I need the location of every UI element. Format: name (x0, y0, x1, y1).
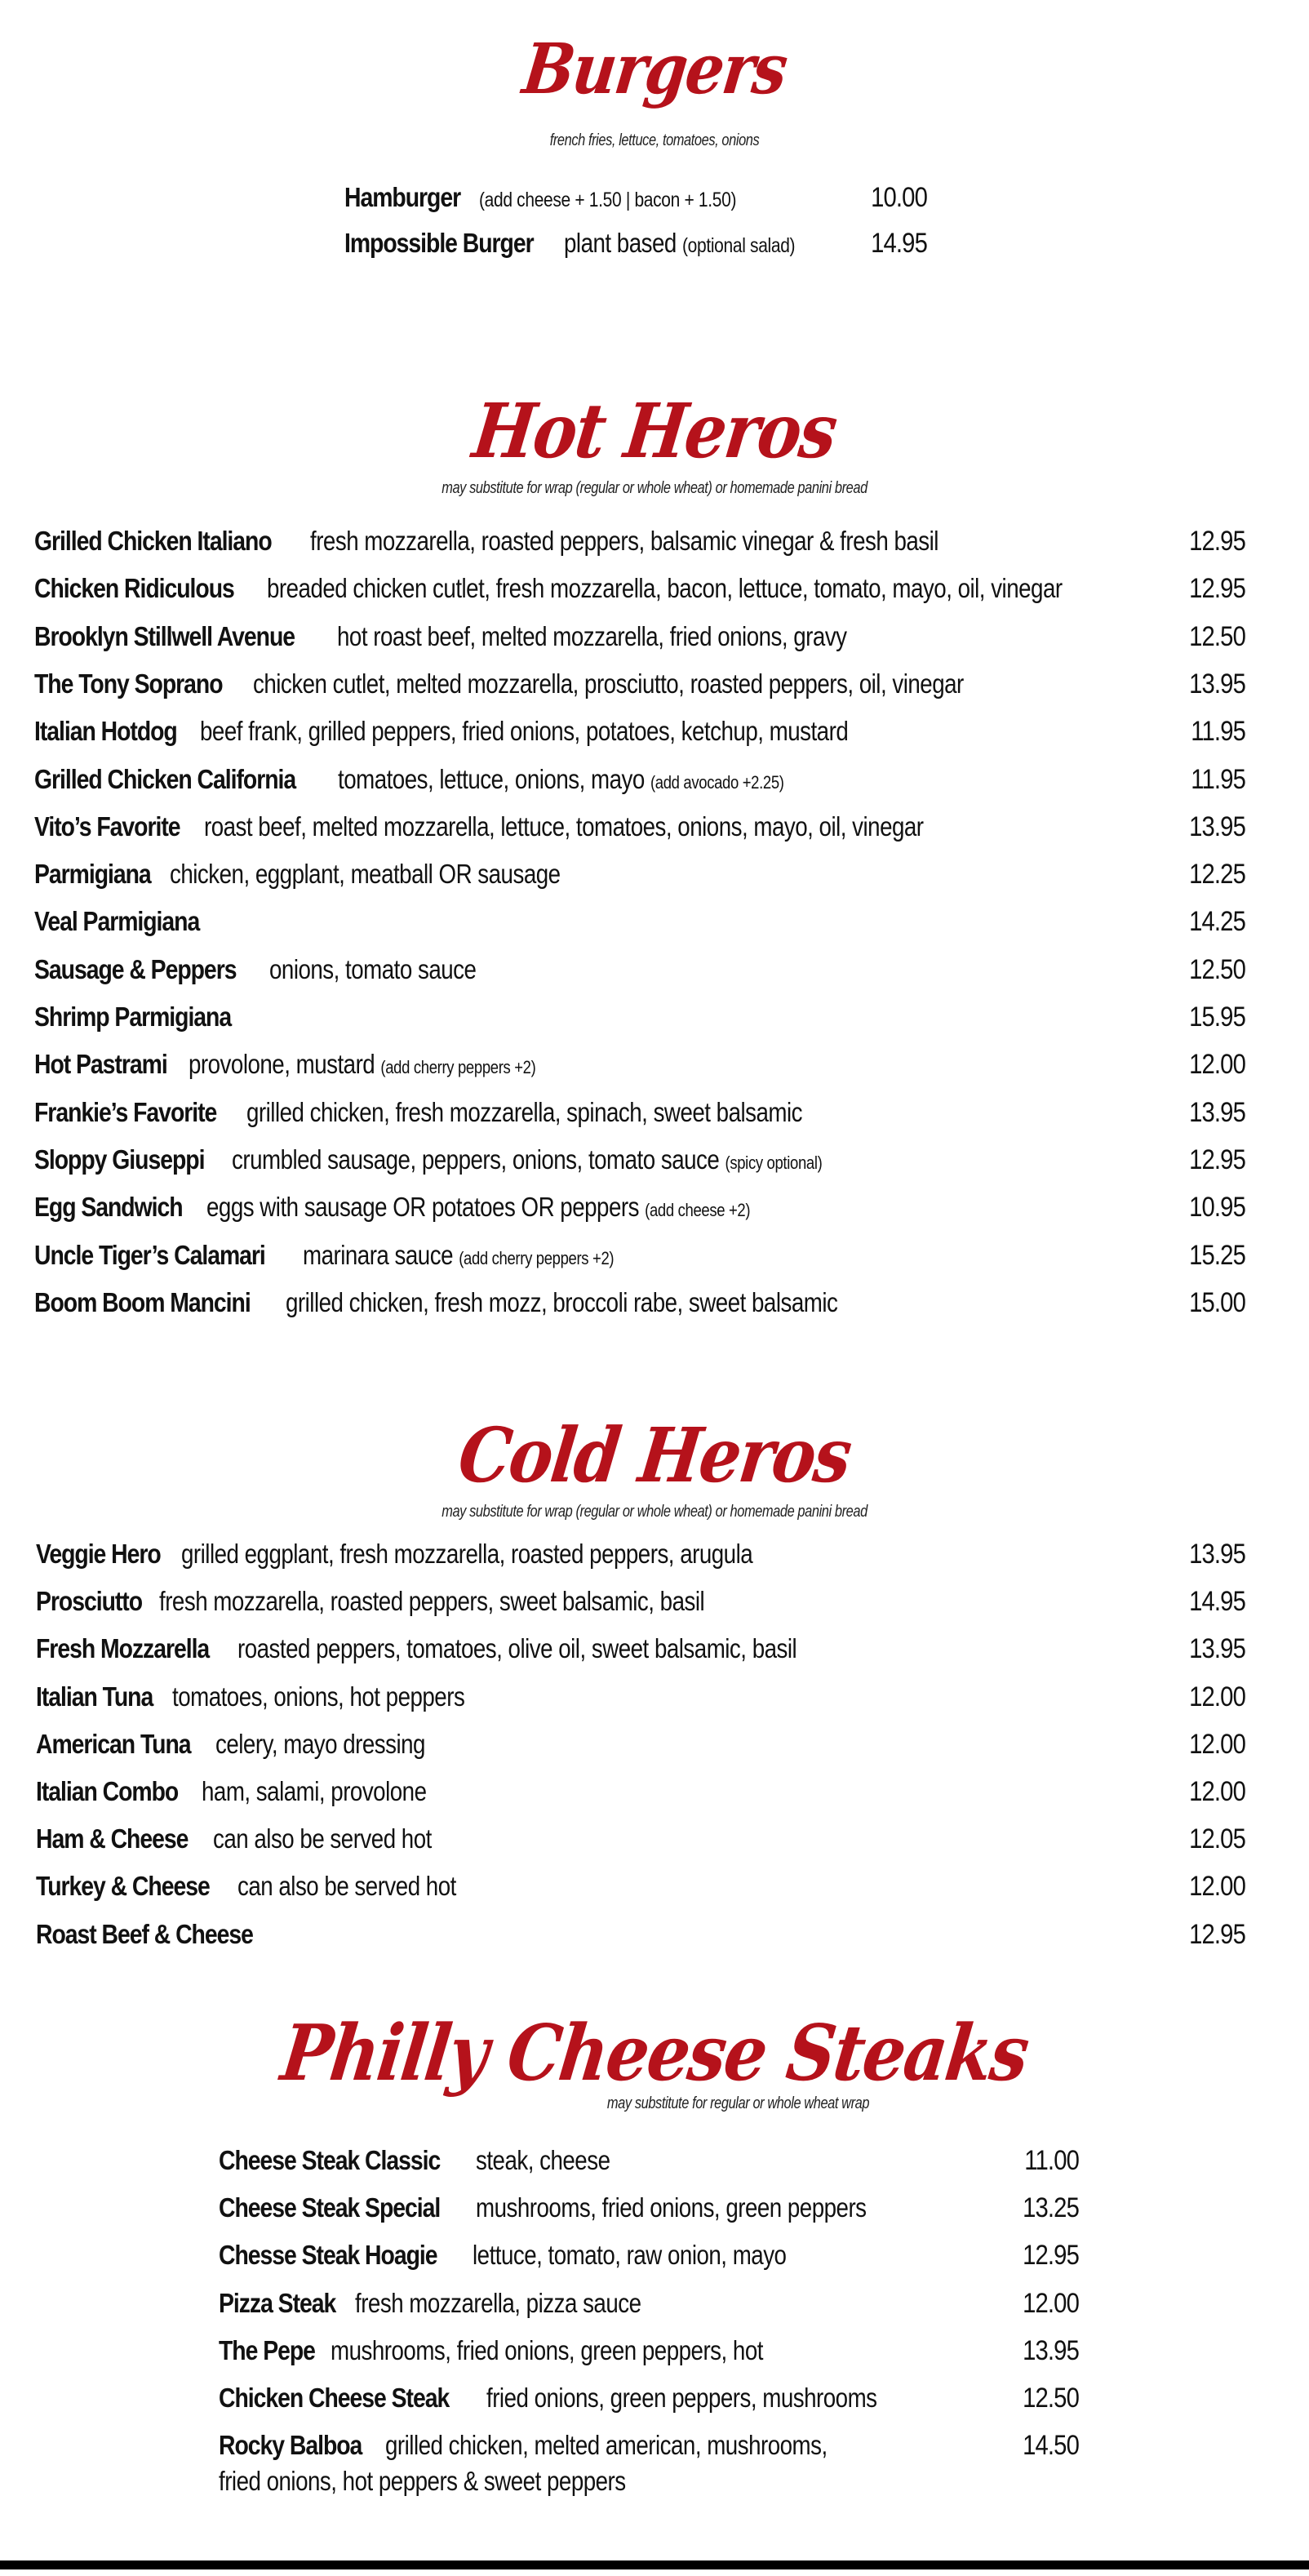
menu-item (36, 1918, 288, 1951)
item-desc: marinara sauce (302, 1239, 453, 1270)
item-note: (add cherry peppers +2) (459, 1247, 615, 1268)
item-name: Veal Parmigiana (34, 906, 200, 937)
item-name: Cheese Steak Special (219, 2192, 441, 2223)
item-desc: steak, cheese (476, 2145, 610, 2175)
item-note: (add avocado +2.25) (650, 771, 784, 793)
item-name: The Tony Soprano (34, 668, 223, 699)
item-name: Veggie Hero (36, 1539, 161, 1569)
item-name: Cheese Steak Classic (219, 2145, 441, 2175)
item-desc: beef frank, grilled peppers, fried onions, potatoes, ketchup, mustard (200, 716, 849, 747)
item-desc: tomatoes, lettuce, onions, mayo (338, 763, 645, 794)
item-desc: chicken, eggplant, meatball OR sausage (169, 859, 561, 890)
menu-item (34, 620, 943, 656)
item-desc: fresh mozzarella, roasted peppers, sweet balsamic, basil (159, 1586, 705, 1617)
item-name: Italian Combo (36, 1776, 179, 1806)
menu-item (34, 1001, 263, 1033)
item-price: 12.00 (1189, 1728, 1245, 1760)
item-price: 11.95 (1191, 716, 1245, 748)
item-note: (add cheese +2) (645, 1200, 751, 1221)
item-price: 12.00 (1189, 1776, 1245, 1807)
item-name: American Tuna (36, 1728, 191, 1759)
item-desc: fried onions, green peppers, mushrooms (486, 2383, 877, 2413)
section-title-philly: Philly Cheese Steaks (277, 2008, 1032, 2099)
item-price: 13.95 (1189, 1096, 1245, 1128)
menu-item (34, 668, 1099, 704)
item-name: Impossible Burger (344, 228, 534, 258)
item-price: 13.95 (1189, 668, 1245, 700)
menu-item (36, 1585, 809, 1621)
item-desc: fresh mozzarella, roasted peppers, balsamic vinegar & fresh basil (309, 526, 938, 556)
menu-item (36, 1538, 861, 1574)
menu-item (36, 1775, 469, 1811)
item-price: 12.25 (1189, 859, 1245, 890)
item-price: 12.00 (1189, 1681, 1245, 1712)
item-price: 12.50 (1023, 2383, 1079, 2414)
menu-item (36, 1823, 473, 1859)
item-price: 13.95 (1189, 811, 1245, 842)
item-desc: eggs with sausage OR potatoes OR peppers (206, 1192, 640, 1223)
menu-item (36, 1870, 498, 1906)
item-desc: mushrooms, fried onions, green peppers (476, 2192, 867, 2223)
section-subtitle-burgers: french fries, lettuce, tomatoes, onions (549, 131, 760, 149)
menu-item (219, 2429, 912, 2465)
menu-item (34, 1096, 907, 1132)
item-price: 12.05 (1189, 1823, 1245, 1855)
menu-item (36, 1632, 903, 1668)
item-name: Italian Tuna (36, 1681, 153, 1712)
item-desc-continued: fried onions, hot peppers & sweet peppers (219, 2466, 626, 2496)
item-name: Roast Beef & Cheese (36, 1918, 253, 1949)
menu-item (219, 2334, 845, 2370)
menu-item (34, 953, 515, 989)
item-desc: grilled chicken, melted american, mushrooms, (384, 2430, 828, 2461)
menu-item (34, 572, 1214, 608)
menu-item (36, 1728, 465, 1764)
item-name: Vito’s Favorite (34, 811, 180, 842)
item-desc: plant based (564, 228, 677, 258)
item-note: (add cherry peppers +2) (380, 1057, 536, 1078)
item-desc: crumbled sausage, peppers, onions, tomato sauce (232, 1144, 720, 1175)
menu-item (34, 1144, 935, 1179)
menu-item (36, 1681, 520, 1717)
item-price: 15.00 (1189, 1286, 1245, 1318)
item-desc: tomatoes, onions, hot peppers (171, 1681, 464, 1712)
item-price: 14.50 (1023, 2430, 1079, 2462)
item-name: Chicken Ridiculous (34, 573, 234, 604)
section-subtitle-hot-heros: may substitute for wrap (regular or whole wheat) or homemade panini bread (442, 479, 867, 497)
item-desc: roasted peppers, tomatoes, olive oil, sweet balsamic, basil (237, 1633, 796, 1664)
item-name: Hot Pastrami (34, 1049, 167, 1080)
item-name: Brooklyn Stillwell Avenue (34, 620, 295, 651)
menu-item (344, 227, 840, 262)
menu-item (219, 2144, 636, 2180)
item-name: Prosciutto (36, 1586, 143, 1617)
item-name: Uncle Tiger’s Calamari (34, 1239, 265, 1270)
item-price: 13.95 (1023, 2334, 1079, 2366)
menu-item (344, 181, 785, 216)
section-title-burgers: Burgers (518, 29, 791, 110)
menu-item (34, 905, 226, 938)
item-price: 12.00 (1023, 2287, 1079, 2319)
menu-item (34, 525, 1058, 561)
item-price: 12.00 (1189, 1049, 1245, 1081)
item-price: 13.25 (1023, 2192, 1079, 2224)
item-price: 14.95 (871, 228, 927, 259)
item-desc: ham, salami, provolone (201, 1776, 427, 1806)
item-name: Ham & Cheese (36, 1823, 189, 1854)
section-title-hot-heros: Hot Heros (468, 386, 841, 476)
item-price: 10.00 (871, 182, 927, 213)
menu-item (34, 811, 1060, 846)
item-desc: hot roast beef, melted mozzarella, fried onions, gravy (336, 620, 847, 651)
item-desc: lettuce, tomato, raw onion, mayo (473, 2240, 787, 2271)
item-name: Turkey & Cheese (36, 1871, 210, 1902)
item-name: Egg Sandwich (34, 1192, 183, 1223)
menu-item (219, 2192, 941, 2227)
item-desc: onions, tomato sauce (268, 953, 477, 984)
item-name: Parmigiana (34, 859, 151, 890)
item-name: Grilled Chicken Italiano (34, 526, 272, 556)
item-name: Sausage & Peppers (34, 953, 237, 984)
item-price: 12.95 (1189, 1918, 1245, 1950)
menu-item (34, 1048, 602, 1084)
item-price: 11.95 (1191, 763, 1245, 795)
item-desc: can also be served hot (237, 1871, 457, 1902)
item-desc: breaded chicken cutlet, fresh mozzarella, bacon, lettuce, tomato, mayo, oil, vinegar (266, 573, 1063, 604)
item-desc: mushrooms, fried onions, green peppers, hot (331, 2334, 764, 2365)
item-price: 12.50 (1189, 620, 1245, 652)
menu-item (219, 2287, 695, 2323)
item-name: The Pepe (219, 2334, 315, 2365)
menu-item (34, 1239, 673, 1275)
item-price: 12.00 (1189, 1871, 1245, 1903)
item-desc: roast beef, melted mozzarella, lettuce, tomatoes, onions, mayo, oil, vinegar (203, 811, 924, 842)
item-name: Sloppy Giuseppi (34, 1144, 205, 1175)
item-name: Boom Boom Mancini (34, 1286, 251, 1317)
item-name: Pizza Steak (219, 2287, 336, 2318)
item-price: 14.95 (1189, 1586, 1245, 1618)
item-name: Frankie’s Favorite (34, 1096, 217, 1127)
item-name: Rocky Balboa (219, 2430, 362, 2461)
item-price: 13.95 (1189, 1633, 1245, 1665)
item-desc: grilled chicken, fresh mozz, broccoli rabe, sweet balsamic (285, 1286, 838, 1317)
menu-item (34, 1286, 943, 1322)
section-subtitle-philly: may substitute for regular or whole wheat wrap (606, 2094, 870, 2112)
section-title-cold-heros: Cold Heros (454, 1410, 855, 1500)
item-price: 12.95 (1189, 1144, 1245, 1175)
item-price: 15.95 (1189, 1002, 1245, 1033)
item-price: 15.25 (1189, 1239, 1245, 1271)
item-price: 13.95 (1189, 1539, 1245, 1570)
item-price: 12.95 (1189, 526, 1245, 557)
item-desc: chicken cutlet, melted mozzarella, prosciutto, roasted peppers, oil, vinegar (253, 668, 964, 699)
section-subtitle-cold-heros: may substitute for wrap (regular or whole wheat) or homemade panini bread (442, 1503, 867, 1521)
item-desc: provolone, mustard (189, 1049, 375, 1080)
item-price: 12.95 (1023, 2240, 1079, 2272)
item-note: (add cheese + 1.50 | bacon + 1.50) (479, 189, 737, 211)
item-note: (spicy optional) (725, 1152, 823, 1173)
menu-item (219, 2239, 846, 2275)
item-desc: fresh mozzarella, pizza sauce (354, 2287, 641, 2318)
item-name: Italian Hotdog (34, 716, 177, 747)
item-name: Shrimp Parmigiana (34, 1002, 232, 1032)
item-name: Hamburger (344, 182, 461, 212)
bottom-border (0, 2560, 1309, 2569)
menu-item (34, 858, 635, 894)
item-desc: grilled eggplant, fresh mozzarella, roasted peppers, arugula (180, 1539, 752, 1569)
item-name: Grilled Chicken California (34, 763, 296, 794)
item-price: 10.95 (1189, 1192, 1245, 1224)
item-price: 14.25 (1189, 906, 1245, 938)
item-name: Chicken Cheese Steak (219, 2383, 450, 2413)
menu-item (34, 1191, 854, 1227)
item-price: 12.50 (1189, 953, 1245, 985)
item-desc: celery, mayo dressing (215, 1728, 426, 1759)
item-desc: can also be served hot (212, 1823, 432, 1854)
item-desc: grilled chicken, fresh mozzarella, spinach, sweet balsamic (246, 1096, 802, 1127)
item-price: 11.00 (1024, 2145, 1079, 2176)
item-name: Chesse Steak Hoagie (219, 2240, 437, 2271)
menu-item (34, 763, 869, 799)
menu-item (34, 715, 972, 751)
item-name: Fresh Mozzarella (36, 1633, 210, 1664)
item-price: 12.95 (1189, 573, 1245, 605)
item-note: (optional salad) (682, 234, 796, 257)
menu-item (219, 2382, 952, 2418)
